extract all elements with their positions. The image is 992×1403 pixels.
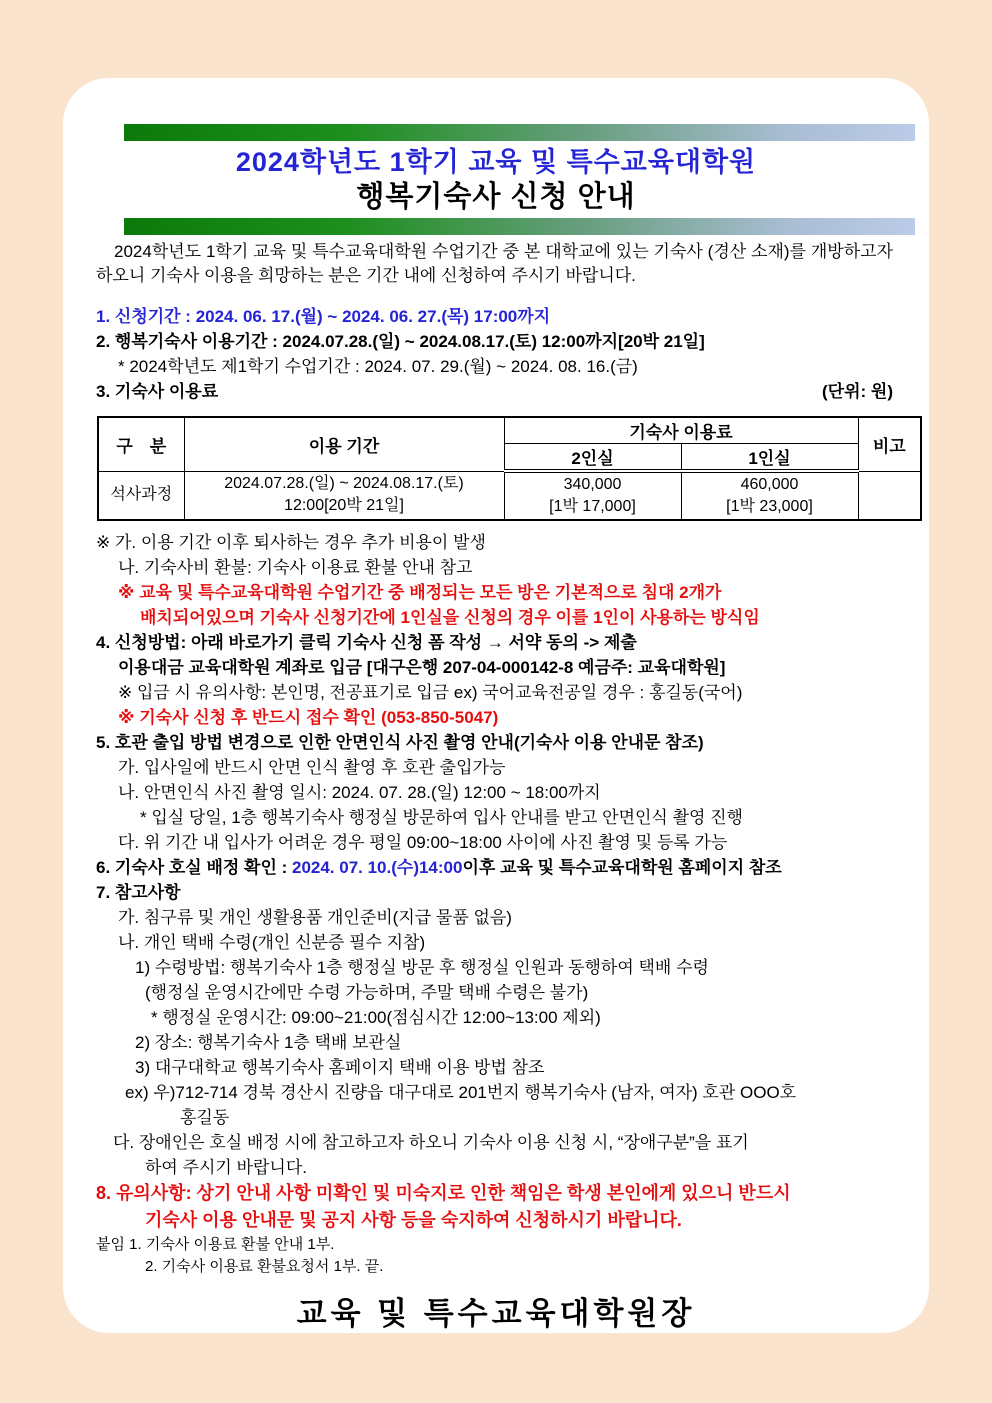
- item7-reference-heading: 7. 참고사항: [96, 883, 181, 902]
- item7-disability-note-line2: 하여 주시기 바랍니다.: [145, 1158, 307, 1177]
- item3-fee-heading: 3. 기숙사 이용료: [96, 382, 219, 401]
- item4-deposit-note: ※ 입금 시 유의사항: 본인명, 전공표기로 입금 ex) 국어교육전공일 경우 : 홍길동(국어): [118, 683, 743, 702]
- item7-parcel-method-sub1: (행정실 운영시간에만 수령 가능하며, 주말 택배 수령은 불가): [145, 983, 589, 1002]
- item8-caution-line1: 8. 유의사항: 상기 안내 사항 미확인 및 미숙지로 인한 책임은 학생 본인에게 있으니 반드시: [96, 1183, 791, 1203]
- note-red-beds-line1: ※ 교육 및 특수교육대학원 수업기간 중 배정되는 모든 방은 기본적으로 침대 2개가: [118, 583, 722, 602]
- item1-application-period: 1. 신청기간 : 2024. 06. 17.(월) ~ 2024. 06. 27.(목) 17:00까지: [96, 307, 551, 326]
- note-checkout-extra-cost: ※ 가. 이용 기간 이후 퇴사하는 경우 추가 비용이 발생: [96, 533, 486, 552]
- item7-bedding-note: 가. 침구류 및 개인 생활용품 개인준비(지급 물품 없음): [118, 908, 512, 927]
- attachment-line1: 붙임 1. 기숙사 이용료 환불 안내 1부.: [96, 1236, 335, 1253]
- item2-usage-period: 2. 행복기숙사 이용기간 : 2024.07.28.(일) ~ 2024.08.17.(토) 12:00까지[20박 21일]: [96, 332, 705, 351]
- note-red-beds-line2: 배치되어있으며 기숙사 신청기간에 1인실을 신청의 경우 이를 1인이 사용하는 방식임: [140, 608, 760, 627]
- fee-cell-period-line2: 12:00[20박 21일]: [284, 497, 404, 515]
- intro-paragraph: 2024학년도 1학기 교육 및 특수교육대학원 수업기간 중 본 대학교에 있는 기숙사 (경산 소재)를 개방하고자 하오니 기숙사 이용을 희망하는 분은 기간 내에 신청하여 주시기 바랍니다.: [96, 242, 893, 285]
- item5-photo-schedule: 나. 안면인식 사진 촬영 일시: 2024. 07. 28.(일) 12:00 ~ 18:00까지: [118, 783, 601, 802]
- fee-cell-double-room: [504, 471, 681, 520]
- item4-bank-account: 이용대금 교육대학원 계좌로 입금 [대구은행 207-04-000142-8 예금주: 교육대학원]: [118, 658, 726, 677]
- fee-cell-single-room: [681, 471, 858, 520]
- fee-unit-label: (단위: 원): [822, 382, 893, 401]
- fee-cell-double-line1: 340,000: [563, 476, 622, 493]
- fee-table-header-note: 비고: [858, 417, 921, 471]
- fee-cell-category: 석사과정: [98, 471, 184, 520]
- item2-class-period-note: * 2024학년도 제1학기 수업기간 : 2024. 07. 29.(월) ~ 2024. 08. 16.(금): [118, 357, 638, 376]
- fee-table-row-masters: [98, 471, 921, 520]
- fee-cell-single-line2: [1박 23,000]: [726, 498, 813, 515]
- item7-address-example-line2: 홍길동: [180, 1108, 230, 1127]
- item7-parcel-homepage: 3) 대구대학교 행복기숙사 홈페이지 택배 이용 방법 참조: [135, 1058, 545, 1077]
- item7-parcel-location: 2) 장소: 행복기숙사 1층 택배 보관실: [135, 1033, 402, 1052]
- fee-cell-period: [184, 471, 504, 520]
- attachment-line2: 2. 기숙사 이용료 환불요청서 1부. 끝.: [145, 1258, 384, 1275]
- notice-title-line1: 2024학년도 1학기 교육 및 특수교육대학원: [235, 147, 757, 177]
- item7-office-hours: * 행정실 운영시간: 09:00~21:00(점심시간 12:00~13:00 제외): [151, 1008, 601, 1027]
- item7-parcel-heading: 나. 개인 택배 수령(개인 신분증 필수 지참): [118, 933, 426, 952]
- item5-weekday-alternative: 다. 위 기간 내 입사가 어려운 경우 평일 09:00~18:00 사이에 사진 촬영 및 등록 가능: [118, 833, 728, 852]
- notice-title-line2: 행복기숙사 신청 안내: [356, 181, 636, 213]
- item4-application-method: 4. 신청방법: 아래 바로가기 클릭 기숙사 신청 폼 작성 → 서약 동의 -> 제출: [96, 633, 637, 652]
- fee-cell-double-line2: [1박 17,000]: [549, 498, 636, 515]
- item6-suffix: 이후 교육 및 특수교육대학원 홈페이지 참조: [462, 858, 782, 877]
- fee-cell-single-line1: 460,000: [740, 476, 799, 493]
- item8-caution-line2: 기숙사 이용 안내문 및 공지 사항 등을 숙지하여 신청하시기 바랍니다.: [145, 1210, 682, 1230]
- notice-document-panel: [63, 78, 929, 1333]
- item7-disability-note-line1: 다. 장애인은 호실 배정 시에 참고하고자 하오니 기숙사 이용 신청 시, “장애구분”을 표기: [113, 1133, 749, 1152]
- fee-cell-period-line1: 2024.07.28.(일) ~ 2024.08.17.(토): [224, 475, 464, 493]
- fee-table-header-single-room: 1인실: [681, 444, 858, 472]
- fee-table-header-double-room: 2인실: [504, 444, 681, 472]
- fee-table-header-category: 구 분: [98, 417, 184, 471]
- item5-face-recognition-heading: 5. 호관 출입 방법 변경으로 인한 안면인식 사진 촬영 안내(기숙사 이용 안내문 참조): [96, 733, 704, 752]
- item6-date: 2024. 07. 10.(수)14:00: [291, 858, 463, 877]
- header-gradient-bar-bottom: [124, 218, 915, 235]
- item4-confirm-phone-note: ※ 기숙사 신청 후 반드시 접수 확인 (053-850-5047): [118, 708, 499, 727]
- fee-table-header-fee-group: 기숙사 이용료: [504, 417, 858, 444]
- item5-entry-day-note: 가. 입사일에 반드시 안면 인식 촬영 후 호관 출입가능: [118, 758, 506, 777]
- item7-parcel-method: 1) 수령방법: 행복기숙사 1층 행정실 방문 후 행정실 인원과 동행하여 택배 수령: [135, 958, 709, 977]
- fee-table-header-row1: [98, 417, 921, 444]
- fee-table-header-period: 이용 기간: [184, 417, 504, 471]
- signature-dean: 교육 및 특수교육대학원장: [296, 1296, 696, 1331]
- item5-photo-schedule-sub: * 입실 당일, 1층 행복기숙사 행정실 방문하여 입사 안내를 받고 안면인식 촬영 진행: [140, 808, 743, 827]
- item3-fee-heading-row: [63, 379, 929, 404]
- fee-cell-note: [858, 471, 921, 520]
- header-gradient-bar-top: [124, 124, 915, 141]
- note-refund-reference: 나. 기숙사비 환불: 기숙사 이용료 환불 안내 참고: [118, 558, 473, 577]
- item6-prefix: 6. 기숙사 호실 배정 확인 :: [96, 858, 292, 877]
- fee-table: [97, 416, 922, 521]
- item7-address-example-line1: ex) 우)712-714 경북 경산시 진량읍 대구대로 201번지 행복기숙사 (남자, 여자) 호관 OOO호: [125, 1083, 797, 1102]
- item6-room-assignment: [63, 855, 929, 880]
